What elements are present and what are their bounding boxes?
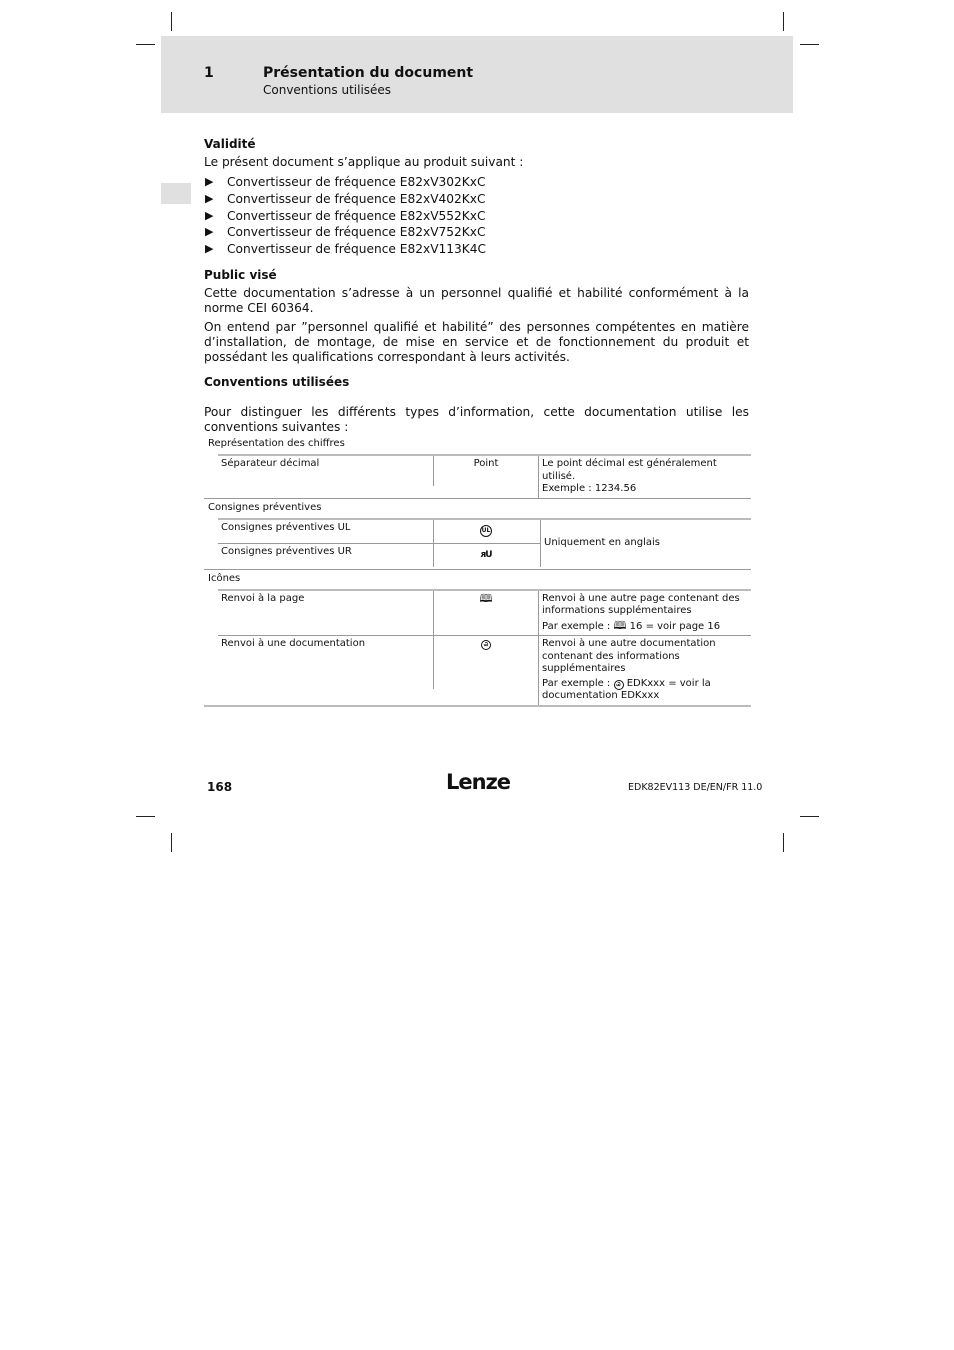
book-icon: 🕮 <box>613 618 627 632</box>
table-row <box>218 520 540 543</box>
crop-mark <box>136 44 155 45</box>
triangle-bullet-icon: ▶ <box>205 175 214 188</box>
crop-mark <box>783 833 784 852</box>
list-item-text: Convertisseur de fréquence E82xV302KxC <box>227 175 486 189</box>
table-cell <box>539 456 751 498</box>
main-content <box>204 137 749 439</box>
conventions-intro: Pour distinguer les différents types d’information, cette documentation utilise les conventions suivantes : <box>204 404 749 434</box>
table-row <box>218 589 751 636</box>
table-cell: Consignes préventives UR <box>218 544 434 567</box>
chapter-title: Présentation du document <box>263 65 474 81</box>
group-label: Représentation des chiffres <box>208 438 345 449</box>
product-list <box>204 174 749 258</box>
audience-paragraph: On entend par ”personnel qualifié et habilité” des personnes compétentes en matière d’installation, de montage, de mise en service et de fonctionnement du produit et possédant les qualifications correspondant à leurs activités. <box>204 319 749 364</box>
warning-rows <box>218 520 540 567</box>
table-cell <box>539 591 751 636</box>
table-cell: Séparateur décimal <box>218 456 434 486</box>
table-row <box>218 635 751 705</box>
group-label: Consignes préventives <box>208 501 322 513</box>
cell-text: Renvoi à une autre documentation contenant des informations supplémentaires <box>542 638 716 674</box>
list-item-text: Convertisseur de fréquence E82xV752KxC <box>227 225 486 240</box>
cell-text: Par exemple : 🕮 16 = voir page 16 <box>542 618 721 632</box>
list-item-text: Convertisseur de fréquence E82xV552KxC <box>227 208 486 223</box>
list-item <box>204 174 749 191</box>
chapter-tab-marker <box>161 183 191 204</box>
table-row <box>218 543 540 567</box>
table-cell <box>434 520 538 543</box>
validity-heading: Validité <box>204 137 256 151</box>
cell-text: Renvoi à une autre page contenant des informations supplémentaires <box>542 592 740 616</box>
page-number: 168 <box>207 780 233 794</box>
cell-text: Par exemple : Ꮚ EDKxxx = voir la documentation EDKxxx <box>542 677 711 701</box>
table-cell <box>539 636 751 705</box>
ur-mark-icon: ᴙU <box>480 549 492 560</box>
crop-mark <box>171 12 172 31</box>
table-row <box>218 454 751 498</box>
document-id: EDK82EV113 DE/EN/FR 11.0 <box>628 782 763 793</box>
list-item <box>204 224 749 241</box>
triangle-bullet-icon: ▶ <box>205 225 214 239</box>
table-cell: Renvoi à une documentation <box>218 636 434 689</box>
triangle-bullet-icon: ▶ <box>205 242 214 256</box>
book-icon: 🕮 <box>479 591 493 605</box>
brand-logo: Lenze <box>446 770 511 794</box>
list-item-text: Convertisseur de fréquence E82xV113K4C <box>227 242 487 257</box>
documentation-icon: Ꮚ <box>481 640 491 650</box>
list-item <box>204 191 749 208</box>
chapter-number: 1 <box>204 65 214 81</box>
header-band <box>161 36 793 113</box>
table-cell: Uniquement en anglais <box>540 520 751 567</box>
divider <box>204 705 751 707</box>
documentation-icon: Ꮚ <box>614 680 624 690</box>
crop-mark <box>171 833 172 852</box>
audience-paragraph: Cette documentation s’adresse à un personnel qualifié et habilité conformément à la norme CEI 60364. <box>204 285 749 315</box>
crop-mark <box>136 816 155 817</box>
validity-intro: Le présent document s’applique au produit suivant : <box>204 155 524 169</box>
table-cell: Point <box>434 456 539 498</box>
crop-mark <box>800 44 819 45</box>
crop-mark <box>800 816 819 817</box>
list-item <box>204 208 749 225</box>
table-cell: Renvoi à la page <box>218 591 434 635</box>
triangle-bullet-icon: ▶ <box>205 208 214 222</box>
audience-heading: Public visé <box>204 267 277 282</box>
table-cell: Consignes préventives UL <box>218 520 434 543</box>
ul-mark-icon: UL <box>480 525 492 537</box>
triangle-bullet-icon: ▶ <box>205 191 214 205</box>
divider <box>204 498 751 499</box>
table-cell <box>434 591 539 636</box>
list-item-text: Convertisseur de fréquence E82xV402KxC <box>227 191 486 206</box>
cell-text: Le point décimal est généralement utilisé. <box>542 458 717 482</box>
conventions-heading: Conventions utilisées <box>204 374 350 389</box>
table-row-group <box>218 518 751 567</box>
crop-mark <box>783 12 784 31</box>
conventions-table <box>204 437 751 707</box>
cell-text: Exemple : 1234.56 <box>542 483 637 494</box>
section-title: Conventions utilisées <box>263 83 392 97</box>
list-item <box>204 241 749 258</box>
table-cell <box>434 636 539 705</box>
divider <box>204 569 751 570</box>
group-label: Icônes <box>208 572 241 584</box>
table-cell <box>434 544 538 567</box>
